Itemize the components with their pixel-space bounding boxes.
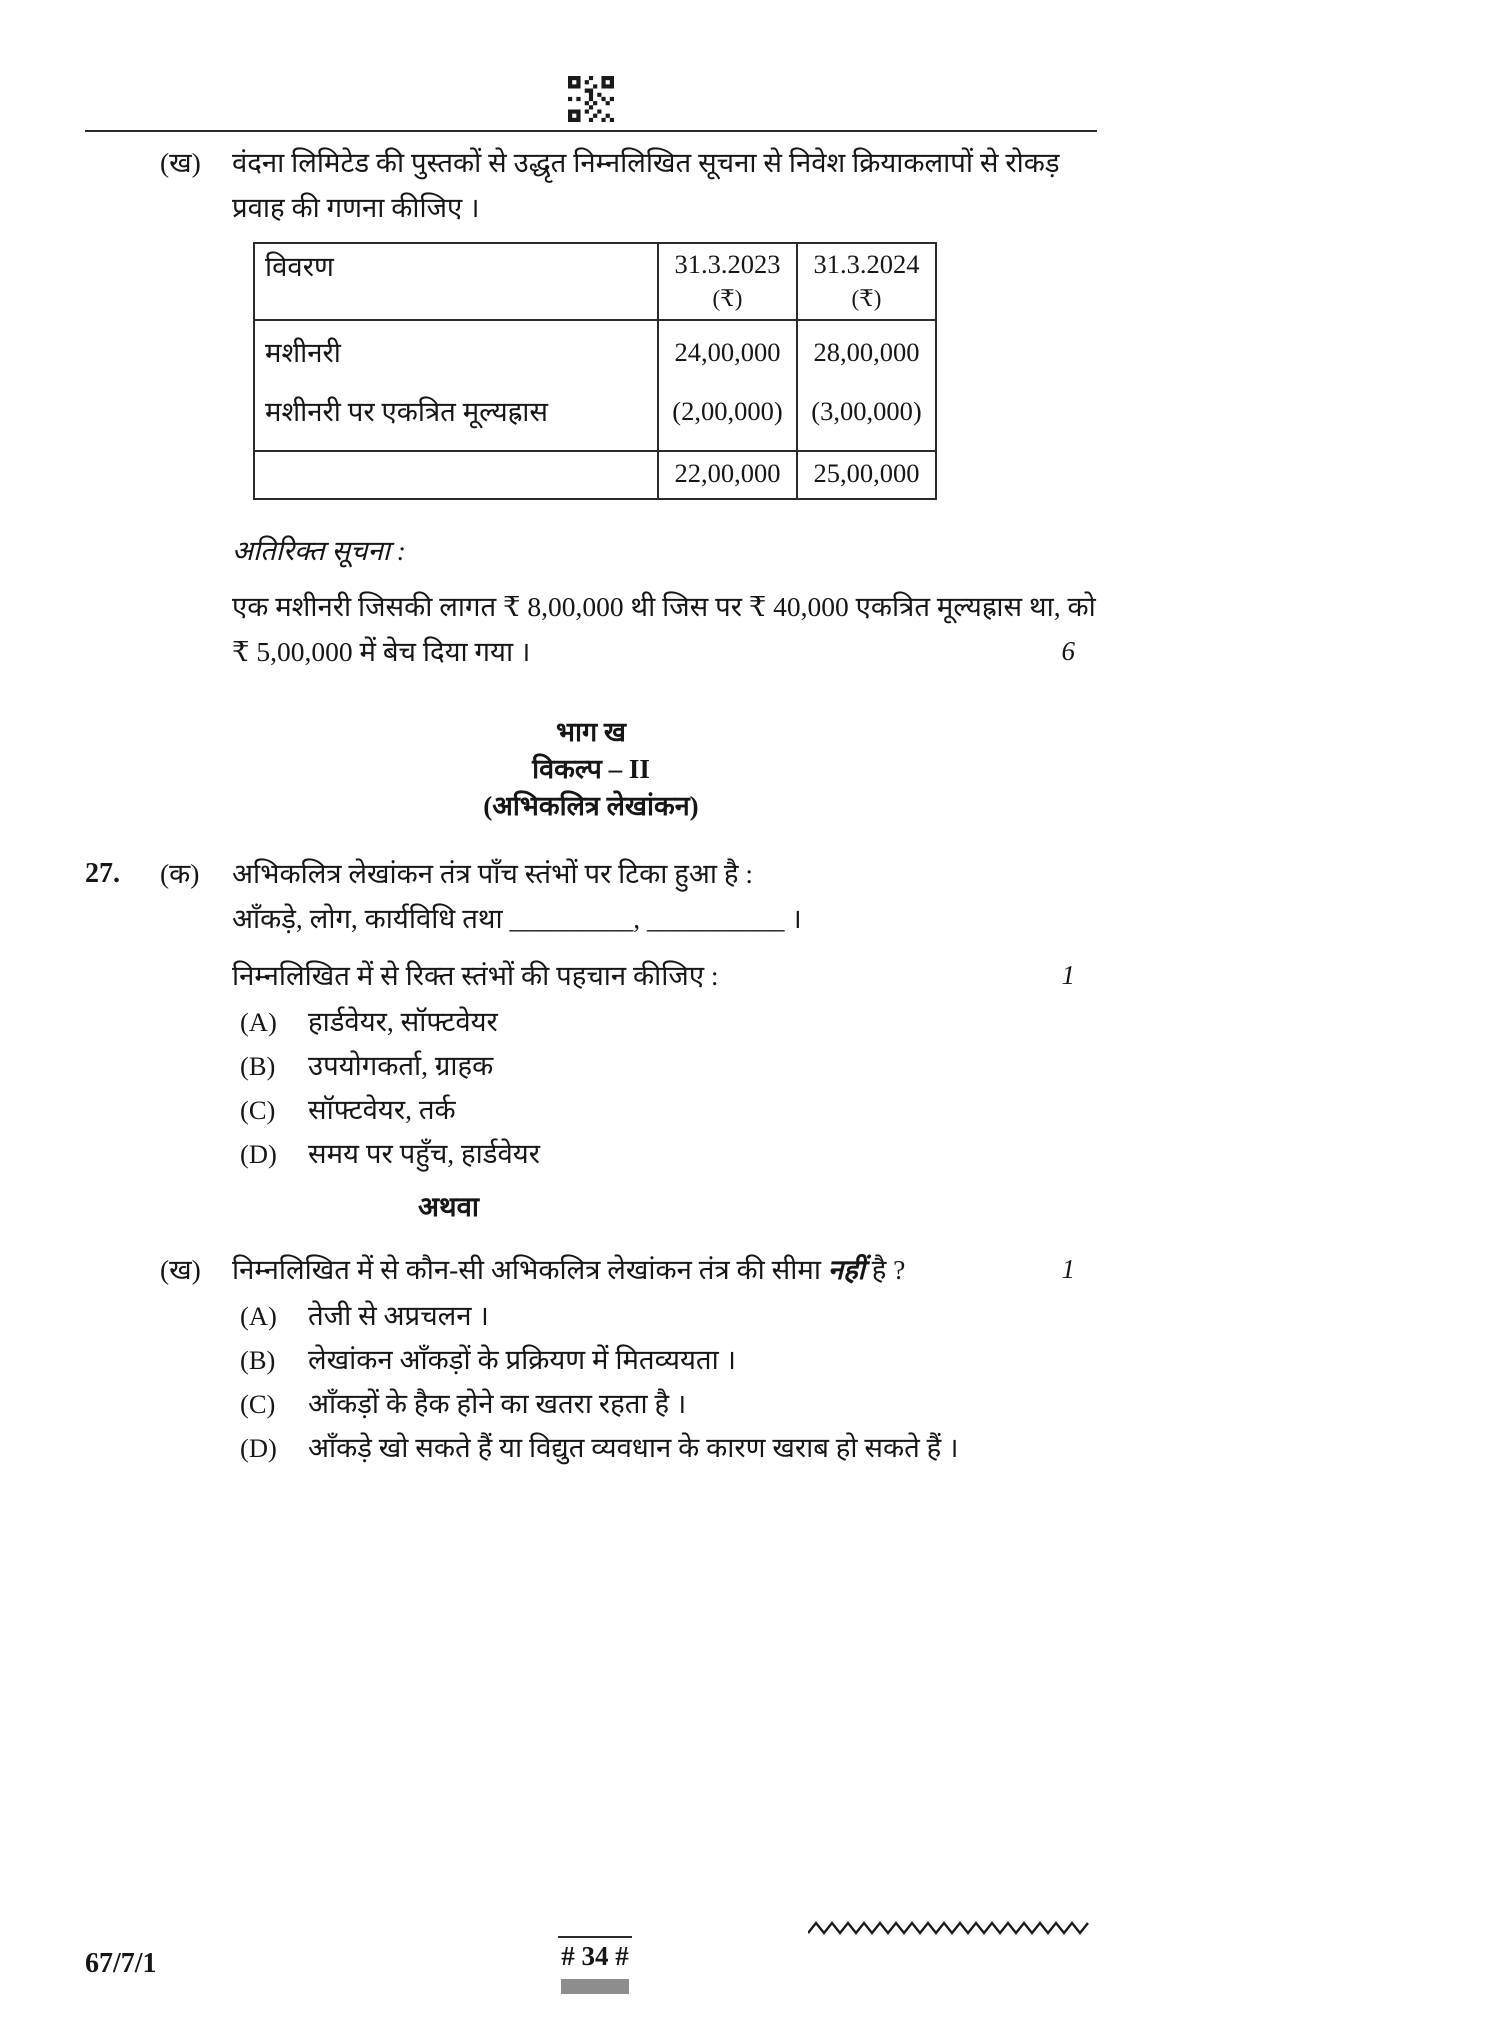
marks-6: 6 (1061, 636, 1075, 666)
additional-info-block (85, 584, 1097, 674)
option-text: समय पर पहुँच, हार्डवेयर (308, 1138, 540, 1169)
question-27b (85, 1247, 1097, 1292)
q27b-text-pre: निम्नलिखित में से कौन-सी अभिकलित्र लेखांकन तंत्र की सीमा (232, 1254, 828, 1285)
question-27b-text (232, 1247, 905, 1292)
option-label: (D) (240, 1433, 277, 1463)
question-27a-identify-row (85, 953, 1097, 998)
row2-label: मशीनरी पर एकत्रित मूल्यह्रास (254, 375, 658, 451)
table-header-row (254, 243, 936, 320)
part-label-ka: (क) (160, 858, 200, 889)
section-heading (85, 714, 1097, 825)
question-cashflow (85, 140, 1097, 230)
option-text: आँकड़ों के हैक होने का खतरा रहता है । (308, 1388, 687, 1419)
question-27a (85, 851, 1097, 941)
question-number: 27. (85, 858, 120, 889)
section-option-label: विकल्प – II (532, 754, 650, 784)
left-gutter (85, 1388, 240, 1420)
option-label: (A) (240, 1007, 277, 1037)
option-text: तेजी से अप्रचलन । (308, 1300, 489, 1331)
left-gutter (85, 1138, 240, 1170)
qr-code-icon (568, 76, 614, 122)
additional-info-heading: अतिरिक्त सूचना : (232, 535, 406, 566)
row1-value-2024: 28,00,000 (797, 320, 936, 375)
page-number-rule (558, 1936, 632, 1938)
left-gutter (85, 1006, 240, 1038)
option-text: सॉफ्टवेयर, तर्क (308, 1094, 456, 1125)
date-2023-label: 31.3.2023 (674, 249, 781, 279)
question-27a-text (232, 851, 802, 941)
rupee-symbol-2023: (₹) (712, 286, 743, 311)
section-subject-label: (अभिकलित्र लेखांकन) (483, 791, 699, 821)
or-separator: अथवा (418, 1191, 479, 1222)
squiggle-line (808, 1918, 1093, 1938)
col-header-2024 (797, 243, 936, 320)
q27b-text-emphasis: नहीं (827, 1254, 865, 1285)
total-value-2024: 25,00,000 (797, 451, 936, 499)
option-text: लेखांकन आँकड़ों के प्रक्रियण में मितव्ययता । (308, 1344, 737, 1375)
q27a-line3: निम्नलिखित में से रिक्त स्तंभों की पहचान कीजिए : (232, 960, 719, 991)
q27a-line1: अभिकलित्र लेखांकन तंत्र पाँच स्तंभों पर टिका हुआ है : (232, 858, 753, 889)
option-row-c (85, 1388, 1097, 1420)
rupee-symbol-2024: (₹) (851, 286, 882, 311)
q27b-text-post: है ? (864, 1254, 906, 1285)
part-label-kha: (ख) (160, 147, 201, 178)
total-value-2023: 22,00,000 (658, 451, 797, 499)
question-line-1: वंदना लिमिटेड की पुस्तकों से उद्धृत निम्नलिखित सूचना से निवेश क्रियाकलापों से रोकड़ (232, 147, 1060, 178)
marks-1b: 1 (1061, 1254, 1075, 1284)
option-text: उपयोगकर्ता, ग्राहक (308, 1050, 494, 1081)
option-label: (B) (240, 1051, 276, 1081)
page-content (85, 0, 1097, 1476)
option-label: (B) (240, 1345, 276, 1375)
additional-info-line2: ₹ 5,00,000 में बेच दिया गया । (232, 636, 531, 667)
left-gutter (85, 1432, 240, 1464)
row2-value-2024: (3,00,000) (797, 375, 936, 451)
date-2024-label: 31.3.2024 (813, 249, 920, 279)
additional-info-heading-row (85, 534, 1097, 568)
question-line-2: प्रवाह की गणना कीजिए । (232, 192, 480, 223)
page-number-block (530, 1936, 660, 1994)
option-label: (D) (240, 1139, 277, 1169)
option-text: आँकड़े खो सकते हैं या विद्युत व्यवधान के कारण खराब हो सकते हैं । (308, 1432, 959, 1463)
row1-value-2023: 24,00,000 (658, 320, 797, 375)
table-row-machinery (254, 320, 936, 375)
left-gutter (85, 1094, 240, 1126)
question-cashflow-text (232, 140, 1060, 230)
option-text: हार्डवेयर, सॉफ्टवेयर (308, 1006, 498, 1037)
marks-1a: 1 (1061, 960, 1075, 990)
header-rule (85, 130, 1097, 132)
additional-info-line1-row (85, 584, 1097, 629)
option-row-b (85, 1050, 1097, 1082)
col-header-particulars: विवरण (254, 243, 658, 320)
part-label-kha2: (ख) (160, 1254, 201, 1285)
option-row-b (85, 1344, 1097, 1376)
option-label: (C) (240, 1389, 276, 1419)
additional-info-line1: एक मशीनरी जिसकी लागत ₹ 8,00,000 थी जिस पर ₹ 40,000 एकत्रित मूल्यह्रास था, को (232, 591, 1096, 622)
page-number: # 34 # (561, 1941, 629, 1971)
option-row-c (85, 1094, 1097, 1126)
row1-label: मशीनरी (254, 320, 658, 375)
left-gutter (85, 1344, 240, 1376)
col-header-2023 (658, 243, 797, 320)
table-row-total (254, 451, 936, 499)
left-gutter (85, 1300, 240, 1332)
option-label: (A) (240, 1301, 277, 1331)
q27a-line2-blanks: आँकड़े, लोग, कार्यविधि तथा _________, __________ । (232, 903, 802, 934)
option-row-a (85, 1300, 1097, 1332)
machinery-table (253, 242, 937, 500)
option-row-d (85, 1138, 1097, 1170)
page-number-bar (561, 1979, 629, 1994)
option-label: (C) (240, 1095, 276, 1125)
table-row-depreciation (254, 375, 936, 451)
row2-value-2023: (2,00,000) (658, 375, 797, 451)
question-27a-options (85, 1006, 1097, 1170)
option-row-d (85, 1432, 1097, 1464)
section-part-label: भाग ख (555, 717, 626, 747)
left-gutter (85, 1050, 240, 1082)
additional-info-line2-row (85, 629, 1097, 674)
question-27b-options (85, 1300, 1097, 1464)
paper-code: 67/7/1 (85, 1948, 157, 1979)
option-row-a (85, 1006, 1097, 1038)
total-label-empty (254, 451, 658, 499)
